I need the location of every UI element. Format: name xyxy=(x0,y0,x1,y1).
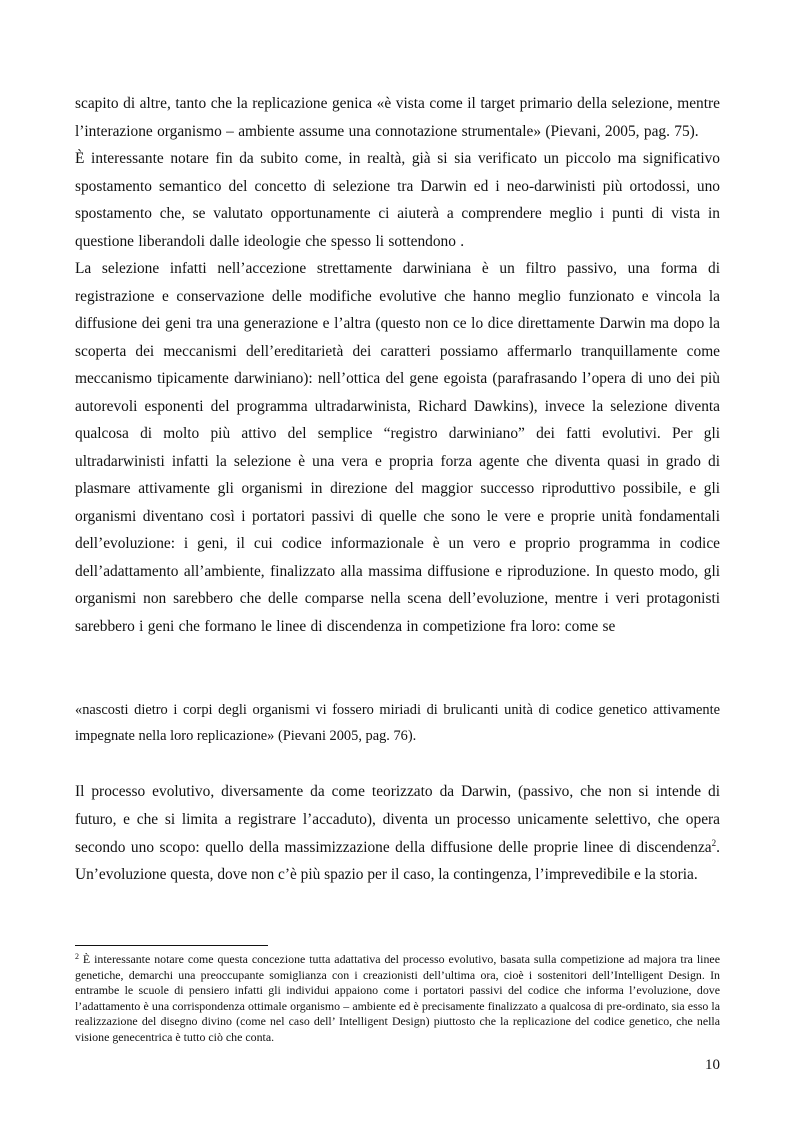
footnote-text: È interessante notare come questa concezione tutta adattativa del processo evolutivo, basata sulla competizione ad majora tra linee genetiche, demarchi una preoccupante somiglianza con i creazionisti dell’ultima ora, cioè i sostenitori dell’Intelligent Design. In entrambe le scuole di pensiero infatti gli individui appaiono come i portatori passivi del codice che informa l’evoluzione, dove l’adattamento è una corrispondenza ottimale organismo – ambiente ed è precisamente finalizzato a qualcosa di pre-ordinato, sia esso la realizzazione del disegno divino (come nel caso dell’ Intelligent Design) piuttosto che la replicazione del codice genetico, che nella visione genecentrica è tutto ciò che conta. xyxy=(75,952,720,1044)
page-number: 10 xyxy=(705,1057,720,1073)
block-quote xyxy=(75,697,720,749)
footnote-mark: 2 xyxy=(75,952,79,961)
quote-text: «nascosti dietro i corpi degli organismi vi fossero miriadi di brulicanti unità di codice genetico attivamente impegnate nella loro replicazione» (Pievani 2005, pag. 76). xyxy=(75,702,720,744)
paragraph-after-quote xyxy=(75,778,720,889)
paragraph-after-quote-text-2: . Un’evoluzione questa, dove non c’è più spazio per il caso, la contingenza, l’imprevedibile e la storia. xyxy=(75,838,720,884)
footnote-reference[interactable]: 2 xyxy=(711,837,717,848)
paragraph-1: scapito di altre, tanto che la replicazione genica «è vista come il target primario della selezione, mentre l’interazione organismo – ambiente assume una connotazione strumentale» (Pievani, 2005, pag. 75). xyxy=(75,95,720,140)
paragraph-2: È interessante notare fin da subito come, in realtà, già si sia verificato un piccolo ma significativo spostamento semantico del concetto di selezione tra Darwin ed i neo-darwinisti più ortodossi, uno spostamento che, se valutato opportunamente ci aiuterà a comprendere meglio i punti di vista in questione liberandoli dalle ideologie che spesso li sottendono . xyxy=(75,150,720,250)
paragraph-3: La selezione infatti nell’accezione strettamente darwiniana è un filtro passivo, una forma di registrazione e conservazione delle modifiche evolutive che hanno meglio funzionato e vincola la diffusione dei geni tra una generazione e l’altra (questo non ce lo dice direttamente Darwin ma dopo la scoperta dei meccanismi dell’ereditarietà dei caratteri possiamo affermarlo tranquillamente come meccanismo tipicamente darwiniano): nell’ottica del gene egoista (parafrasando l’opera di uno dei più autorevoli esponenti del programma ultradarwinista, Richard Dawkins), invece la selezione diventa qualcosa di molto più attivo del semplice “registro darwiniano” dei fatti evolutivi. Per gli ultradarwinisti infatti la selezione è una vera e propria forza agente che diventa quasi in grado di plasmare attivamente gli organismi in direzione del maggior successo riproduttivo possibile, e gli organismi diventano così i portatori passivi di quelle che sono le vere e proprie unità fondamentali dell’evoluzione: i geni, il cui codice informazionale è un vero e proprio programma in codice dell’adattamento all’ambiente, finalizzato alla massima diffusione e riproduzione. In questo modo, gli organismi non sarebbero che delle comparse nella scena dell’evoluzione, mentre i veri protagonisti sarebbero i geni che formano le linee di discendenza in competizione fra loro: come se xyxy=(75,260,720,635)
paragraph-after-quote-text-1: Il processo evolutivo, diversamente da come teorizzato da Darwin, (passivo, che non si intende di futuro, e che si limita a registrare l’accaduto), diventa un processo unicamente selettivo, che opera secondo uno scopo: quello della massimizzazione della diffusione delle proprie linee di discendenza xyxy=(75,783,720,856)
footnote xyxy=(75,952,720,1046)
main-text xyxy=(75,90,720,640)
footnote-separator xyxy=(75,945,268,946)
